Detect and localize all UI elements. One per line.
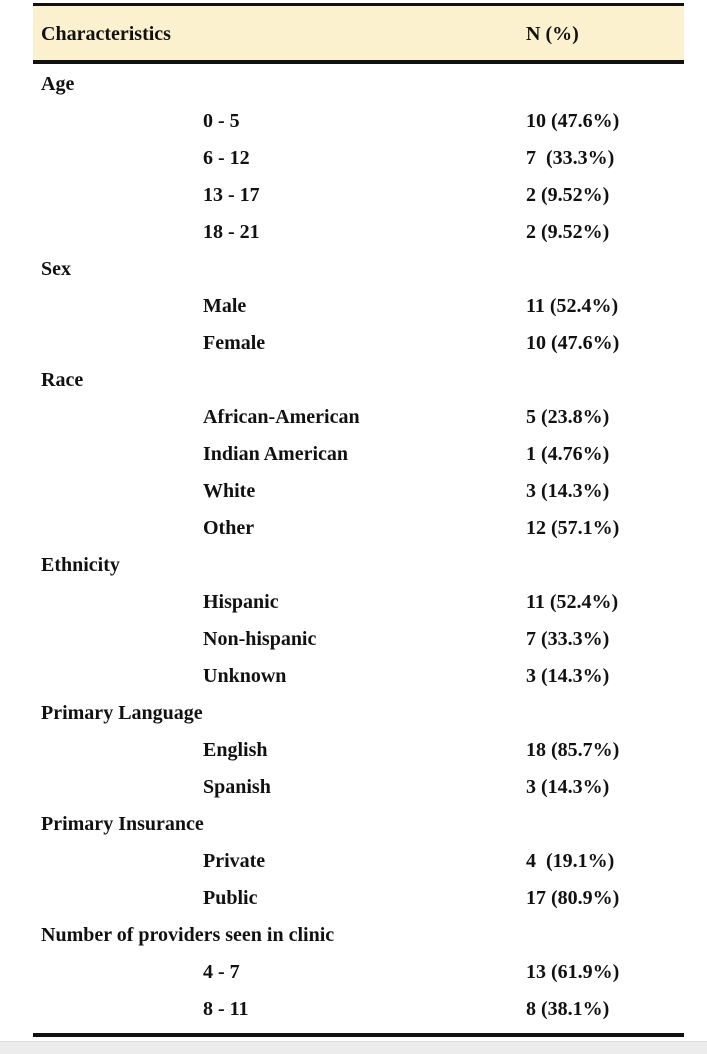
row-label: 8 - 11 — [203, 998, 249, 1020]
table-row — [33, 434, 684, 471]
row-value: 10 (47.6%) — [526, 332, 620, 354]
row-value: 13 (61.9%) — [526, 961, 620, 983]
row-value: 11 (52.4%) — [526, 295, 619, 317]
category-row-age — [33, 64, 684, 101]
row-label: White — [203, 480, 256, 502]
table-row — [33, 841, 684, 878]
row-label: Private — [203, 850, 266, 872]
table-header — [33, 6, 684, 60]
row-label: Indian American — [203, 443, 349, 465]
header-characteristics: Characteristics — [41, 23, 171, 45]
row-label: Other — [203, 517, 255, 539]
category-row-race — [33, 360, 684, 397]
table-row — [33, 878, 684, 915]
table-row — [33, 989, 684, 1031]
category-label: Sex — [41, 258, 71, 280]
category-label: Race — [41, 369, 84, 391]
table-row — [33, 286, 684, 323]
category-label: Ethnicity — [41, 554, 120, 576]
row-label: 0 - 5 — [203, 110, 240, 132]
row-value: 17 (80.9%) — [526, 887, 620, 909]
row-label: African-American — [203, 406, 360, 428]
row-label: Non-hispanic — [203, 628, 317, 650]
category-label: Age — [41, 73, 75, 95]
category-row-ethnicity — [33, 545, 684, 582]
table-row — [33, 471, 684, 508]
row-value: 3 (14.3%) — [526, 665, 610, 687]
category-label: Primary Language — [41, 702, 203, 724]
table-row — [33, 952, 684, 989]
table-row — [33, 175, 684, 212]
header-n-percent: N (%) — [526, 23, 579, 45]
row-label: 13 - 17 — [203, 184, 260, 206]
table-row — [33, 619, 684, 656]
row-label: Spanish — [203, 776, 271, 798]
category-row-sex — [33, 249, 684, 286]
row-value: 3 (14.3%) — [526, 776, 610, 798]
row-label: English — [203, 739, 268, 761]
row-label: Public — [203, 887, 258, 909]
table-row — [33, 656, 684, 693]
table-row — [33, 212, 684, 249]
table-row — [33, 582, 684, 619]
row-value: 2 (9.52%) — [526, 221, 610, 243]
table-row — [33, 508, 684, 545]
category-row-primary-language — [33, 693, 684, 730]
row-value: 18 (85.7%) — [526, 739, 620, 761]
table-row — [33, 138, 684, 175]
table-row — [33, 101, 684, 138]
row-value: 8 (38.1%) — [526, 998, 610, 1020]
row-value: 7 (33.3%) — [526, 147, 615, 169]
row-label: Hispanic — [203, 591, 279, 613]
table-bottom-rule — [33, 1033, 684, 1037]
window-bottom-edge — [0, 1041, 707, 1054]
row-value: 12 (57.1%) — [526, 517, 620, 539]
row-value: 1 (4.76%) — [526, 443, 610, 465]
row-label: 18 - 21 — [203, 221, 260, 243]
row-value: 4 (19.1%) — [526, 850, 615, 872]
table-row — [33, 397, 684, 434]
table-row — [33, 730, 684, 767]
row-value: 10 (47.6%) — [526, 110, 620, 132]
row-label: 6 - 12 — [203, 147, 250, 169]
category-row-primary-insurance — [33, 804, 684, 841]
row-label: Female — [203, 332, 266, 354]
characteristics-table — [33, 3, 684, 1037]
row-label: Male — [203, 295, 247, 317]
table-body — [33, 64, 684, 1031]
row-value: 7 (33.3%) — [526, 628, 610, 650]
row-label: Unknown — [203, 665, 287, 687]
category-label: Primary Insurance — [41, 813, 204, 835]
category-label: Number of providers seen in clinic — [41, 924, 335, 946]
row-value: 3 (14.3%) — [526, 480, 610, 502]
table-row — [33, 767, 684, 804]
row-value: 5 (23.8%) — [526, 406, 610, 428]
category-row-number-of-providers — [33, 915, 684, 952]
row-value: 2 (9.52%) — [526, 184, 610, 206]
row-label: 4 - 7 — [203, 961, 240, 983]
table-row — [33, 323, 684, 360]
row-value: 11 (52.4%) — [526, 591, 619, 613]
